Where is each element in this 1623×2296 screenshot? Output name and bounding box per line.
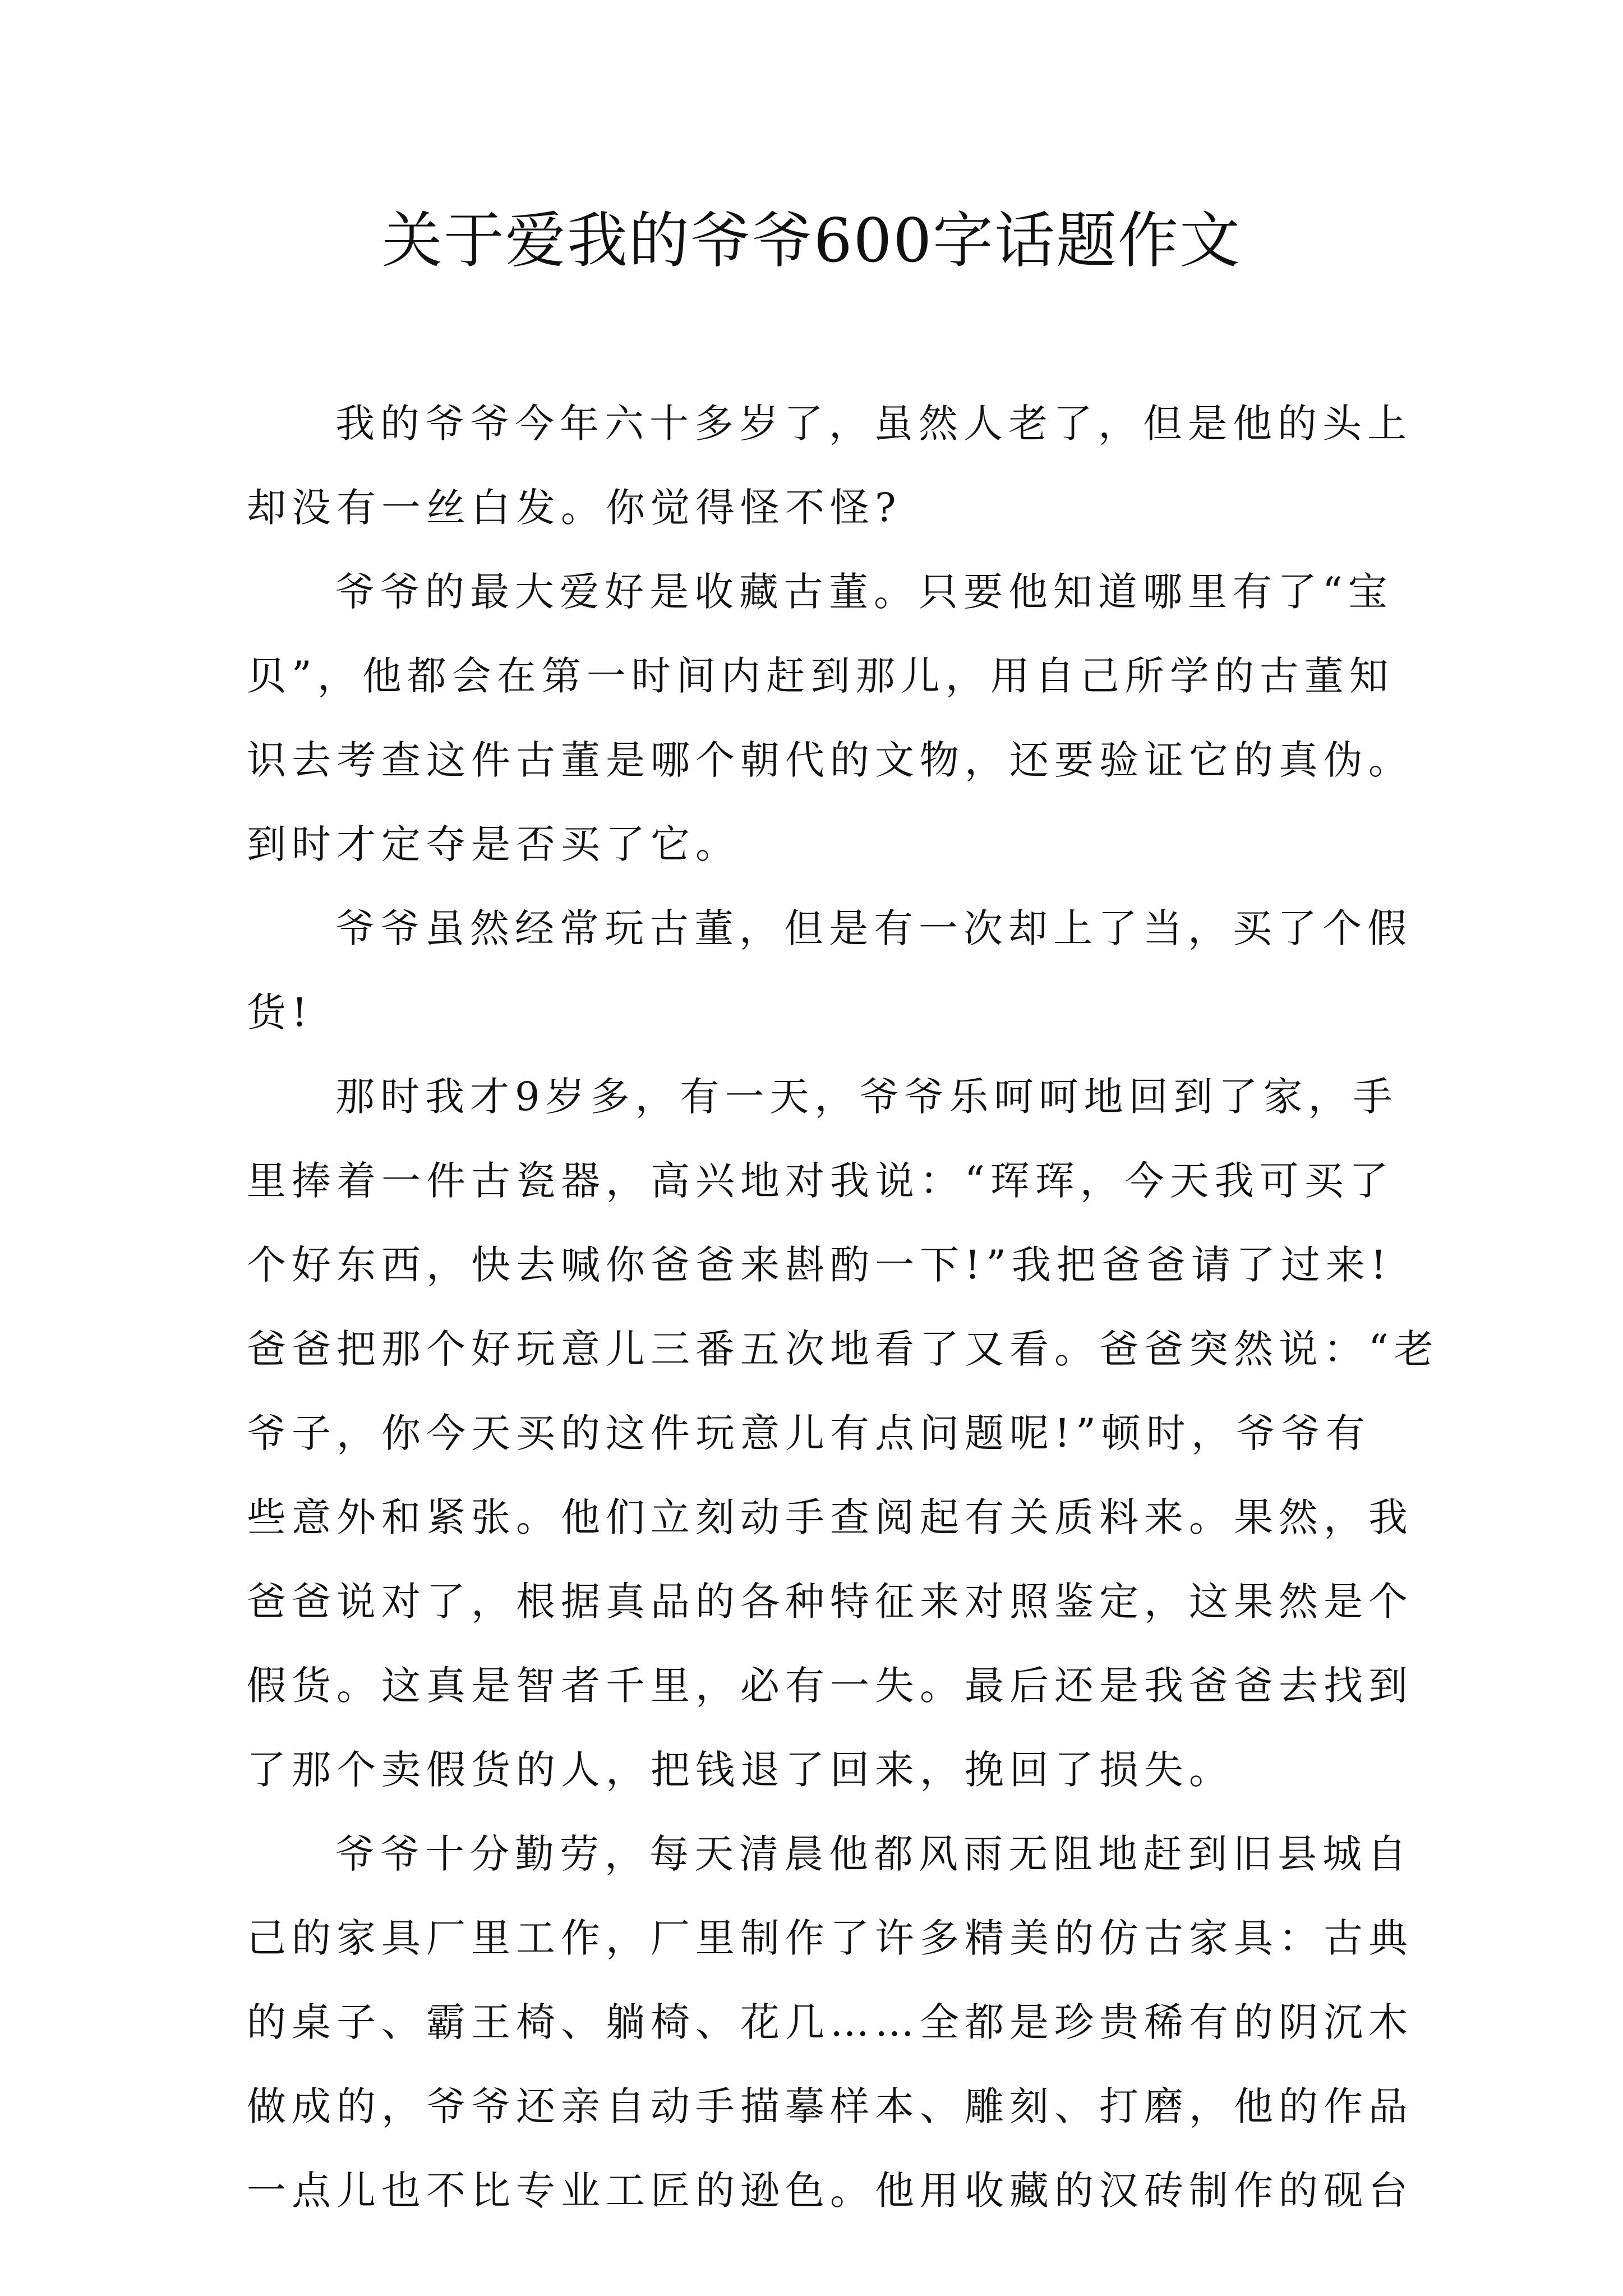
paragraph-5-line-1: 爷爷十分勤劳，每天清晨他都风雨无阻地赶到旧县城自 — [335, 1831, 1412, 1877]
paragraph-5-line-3: 的桌子、霸王椅、躺椅、花几……全都是珍贵稀有的阴沉木 — [247, 1999, 1413, 2045]
paragraph-4-line-5: 爷子，你今天买的这件玩意儿有点问题呢!”顿时，爷爷有 — [247, 1410, 1371, 1456]
paragraph-2-line-3: 识去考查这件古董是哪个朝代的文物，还要验证它的真伪。 — [247, 737, 1413, 783]
document-title: 关于爱我的爷爷600字话题作文 — [381, 206, 1242, 276]
paragraph-2-line-4: 到时才定夺是否买了它。 — [247, 821, 740, 867]
paragraph-3-line-1: 爷爷虽然经常玩古董，但是有一次却上了当，买了个假 — [335, 905, 1412, 951]
paragraph-5-line-2: 己的家具厂里工作，厂里制作了许多精美的仿古家具：古典 — [247, 1915, 1413, 1961]
paragraph-4-line-1: 那时我才9岁多，有一天，爷爷乐呵呵地回到了家，手 — [335, 1074, 1398, 1120]
paragraph-4-line-8: 假货。这真是智者千里，必有一失。最后还是我爸爸去找到 — [247, 1663, 1413, 1709]
paragraph-2-line-1: 爷爷的最大爱好是收藏古董。只要他知道哪里有了“宝 — [335, 569, 1393, 615]
paragraph-3-line-2: 货! — [247, 990, 313, 1036]
paragraph-4-line-7: 爸爸说对了，根据真品的各种特征来对照鉴定，这果然是个 — [247, 1579, 1413, 1625]
paragraph-4-line-9: 了那个卖假货的人，把钱退了回来，挽回了损失。 — [247, 1747, 1234, 1793]
paragraph-1-line-1: 我的爷爷今年六十多岁了，虽然人老了，但是他的头上 — [335, 401, 1412, 447]
paragraph-4-line-3: 个好东西，快去喊你爸爸来斟酌一下!”我把爸爸请了过来! — [247, 1242, 1393, 1288]
paragraph-5-line-5: 一点儿也不比专业工匠的逊色。他用收藏的汉砖制作的砚台 — [247, 2168, 1413, 2214]
article-body — [247, 381, 1439, 2233]
paragraph-5-line-4: 做成的，爷爷还亲自动手描摹样本、雕刻、打磨，他的作品 — [247, 2083, 1413, 2129]
paragraph-1-line-2: 却没有一丝白发。你觉得怪不怪? — [247, 485, 902, 531]
paragraph-4-line-2: 里捧着一件古瓷器，高兴地对我说：“珲珲，今天我可买了 — [247, 1158, 1394, 1204]
paragraph-2-line-2: 贝”，他都会在第一时间内赶到那儿，用自己所学的古董知 — [247, 653, 1394, 699]
paragraph-4-line-6: 些意外和紧张。他们立刻动手查阅起有关质料来。果然，我 — [247, 1494, 1413, 1540]
paragraph-4-line-4: 爸爸把那个好玩意儿三番五次地看了又看。爸爸突然说：“老 — [247, 1326, 1439, 1372]
